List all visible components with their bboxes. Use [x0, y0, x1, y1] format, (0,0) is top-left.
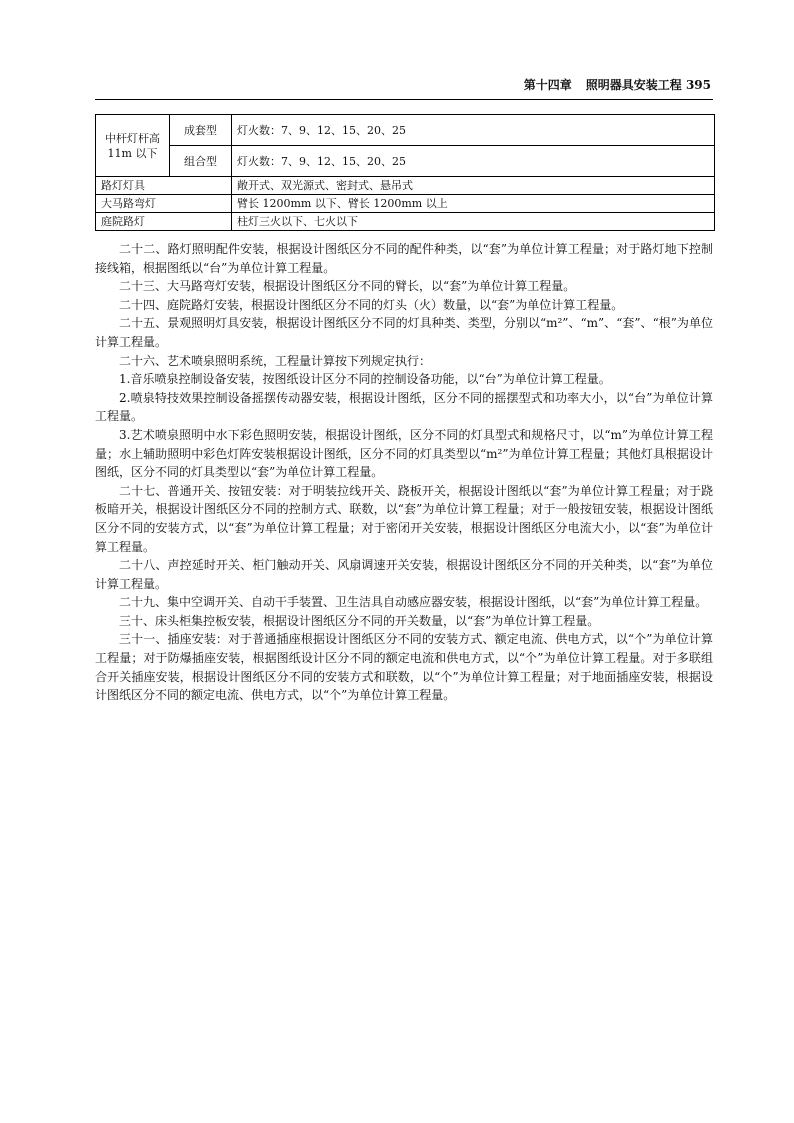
table-row	[96, 177, 715, 195]
header-rule	[95, 99, 713, 100]
chapter-label: 第十四章	[523, 78, 572, 92]
label-cell: 路灯灯具	[96, 177, 232, 195]
desc-cell: 臂长 1200mm 以下、臂长 1200mm 以上	[232, 195, 715, 213]
type-cell: 成套型	[170, 115, 232, 146]
group-label-cell: 中杆灯杆高 11m 以下	[96, 115, 170, 177]
paragraph: 二十四、庭院路灯安装，根据设计图纸区分不同的灯头（火）数量，以“套”为单位计算工程量。	[119, 297, 624, 312]
spec-table	[95, 114, 715, 231]
paragraph: 二十六、艺术喷泉照明系统，工程量计算按下列规定执行：	[119, 353, 432, 368]
label-cell: 庭院路灯	[96, 213, 232, 231]
table-row	[96, 146, 715, 177]
page-header	[95, 76, 711, 98]
type-cell: 组合型	[170, 146, 232, 177]
label-cell: 大马路弯灯	[96, 195, 232, 213]
paragraph: 1.音乐喷泉控制设备安装，按图纸设计区分不同的控制设备功能，以“台”为单位计算工程量。	[119, 372, 611, 387]
paragraph: 3.艺术喷泉照明中水下彩色照明安装，根据设计图纸，区分不同的灯具型式和规格尺寸，以“m”为单位计算工程量；水上辅助照明中彩色灯阵安装根据设计图纸，区分不同的灯具类型以“m²”为单位计算工程量；其他灯具根据设计图纸，区分不同的灯具类型以“套”为单位计算工程量。	[95, 427, 713, 480]
paragraph: 三十、床头柜集控板安装，根据设计图纸区分不同的开关数量，以“套”为单位计算工程量。	[119, 613, 600, 628]
paragraph: 二十五、景观照明灯具安装，根据设计图纸区分不同的灯具种类、类型，分别以“m²”、“m”、“套”、“根”为单位计算工程量。	[95, 316, 713, 349]
table-row	[96, 195, 715, 213]
table-row	[96, 115, 715, 146]
desc-cell: 灯火数：7、9、12、15、20、25	[232, 146, 715, 177]
paragraph: 二十三、大马路弯灯安装，根据设计图纸区分不同的臂长，以“套”为单位计算工程量。	[119, 279, 576, 294]
desc-cell: 敞开式、双光源式、密封式、悬吊式	[232, 177, 715, 195]
body-text	[95, 240, 713, 705]
paragraph: 二十九、集中空调开关、自动干手装置、卫生洁具自动感应器安装，根据设计图纸，以“套”为单位计算工程量。	[119, 595, 708, 610]
desc-cell: 灯火数：7、9、12、15、20、25	[232, 115, 715, 146]
paragraph: 二十二、路灯照明配件安装，根据设计图纸区分不同的配件种类，以“套”为单位计算工程量；对于路灯地下控制接线箱，根据图纸以“台”为单位计算工程量。	[95, 242, 713, 275]
paragraph: 三十一、插座安装：对于普通插座根据设计图纸区分不同的安装方式、额定电流、供电方式，以“个”为单位计算工程量；对于防爆插座安装，根据图纸设计区分不同的额定电流和供电方式，以“个”为单位计算工程量。对于多联组合开关插座安装，根据设计图纸区分不同的安装方式和联数，以“个”为单位计算工程量；对于地面插座安装，根据设计图纸区分不同的额定电流、供电方式，以“个”为单位计算工程量。	[95, 632, 713, 703]
desc-cell: 柱灯三火以下、七火以下	[232, 213, 715, 231]
paragraph: 二十七、普通开关、按钮安装：对于明装拉线开关、跷板开关，根据设计图纸以“套”为单位计算工程量；对于跷板暗开关，根据设计图纸区分不同的控制方式、联数，以“套”为单位计算工程量；对于一般按钮安装，根据设计图纸区分不同的安装方式，以“套”为单位计算工程量；对于密闭开关安装，根据设计图纸区分电流大小，以“套”为单位计算工程量。	[95, 483, 713, 554]
paragraph: 二十八、声控延时开关、柜门触动开关、风扇调速开关安装，根据设计图纸区分不同的开关种类，以“套”为单位计算工程量。	[95, 558, 713, 591]
page-number: 395	[685, 78, 711, 92]
paragraph: 2.喷泉特技效果控制设备摇摆传动器安装，根据设计图纸，区分不同的摇摆型式和功率大小，以“台”为单位计算工程量。	[95, 390, 713, 424]
section-title: 照明器具安装工程	[585, 78, 682, 92]
table-row	[96, 213, 715, 231]
